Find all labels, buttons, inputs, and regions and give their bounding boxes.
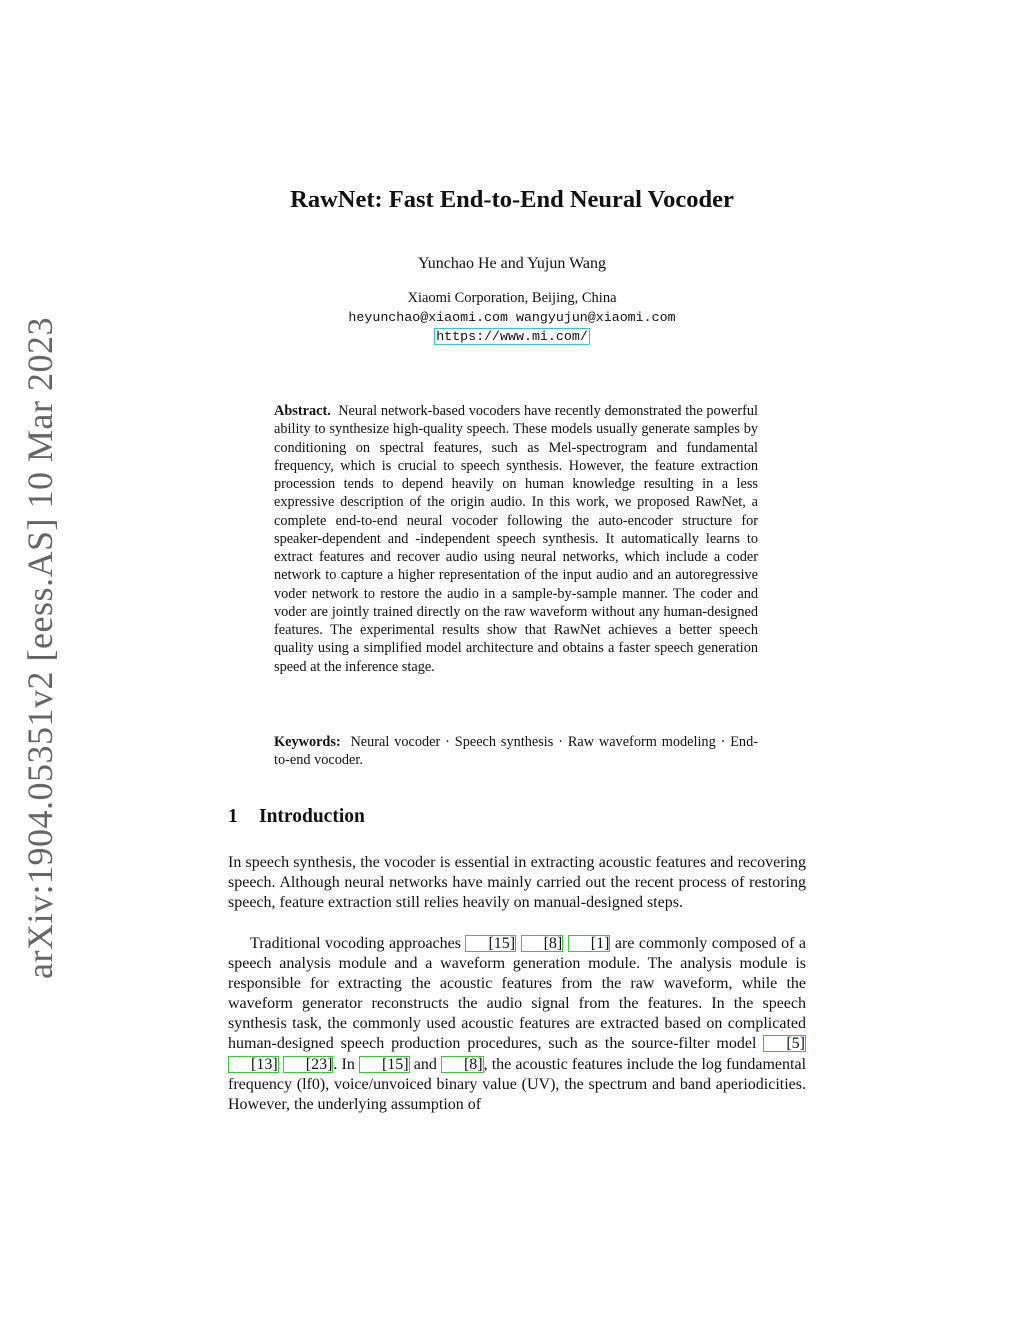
abstract [274,402,758,676]
abstract-label: Abstract. [274,403,331,419]
abstract-text: Neural network-based vocoders have recently demonstrated the powerful ability to synthesize high-quality speech. These models usually generate samples by conditioning on spectral features, such as Mel-spectrogram and fundamental frequency, which is crucial to speech synthesis. However, the feature extraction procession tends to depend heavily on human knowledge resulting in a less expressive description of the origin audio. In this work, we proposed RawNet, a complete end-to-end neural vocoder following the auto-encoder structure for speaker-dependent and -independent speech synthesis. It automatically learns to extract features and recover audio using neural networks, which include a coder network to capture a higher representation of the input audio and an autoregressive voder network to restore the audio in a sample-by-sample manner. The coder and voder are jointly trained directly on the raw waveform without any human-designed features. The experimental results show that RawNet achieves a better speech quality using a simplified model architecture and obtains a faster speech generation speed at the inference stage. [274,403,759,675]
arxiv-margin-stamp: arXiv:1904.05351v2 [eess.AS] 10 Mar 2023 [20,317,60,979]
citation-link[interactable]: [15] [465,935,516,952]
citation-link[interactable]: [8] [441,1056,484,1073]
text-run: , the acoustic features include the log fundamental frequency (lf0), voice/unvoiced binary value (UV), the spectrum and band aperiodicities. However, the underlying assumption of [228,1055,807,1113]
homepage-link[interactable]: https://www.mi.com/ [436,329,588,344]
text-run: . In [333,1055,359,1073]
section-heading [228,806,365,828]
affiliation: Xiaomi Corporation, Beijing, China [407,290,617,306]
paper-title: RawNet: Fast End-to-End Neural Vocoder [290,186,734,213]
citation-link[interactable]: [5] [763,1035,806,1052]
author-list: Yunchao He and Yujun Wang [417,255,606,272]
affiliation-block [0,289,1024,346]
citation-link[interactable]: [8] [521,935,564,952]
text-run: are commonly composed of a speech analysis module and a waveform generation module. The analysis module is responsible for extracting the acoustic features from the raw waveform, while the waveform generator reconstructs the audio signal from the features. In the speech synthesis task, the commonly used acoustic features are extracted based on complicated human-designed speech production procedures, such as the source-filter model [228,935,807,1053]
section-title: Introduction [259,806,365,827]
text-run: and [409,1055,441,1073]
section-number: 1 [228,806,238,827]
citation-link[interactable]: [23] [283,1056,334,1073]
citation-link[interactable]: [15] [359,1056,410,1073]
text-run: Traditional vocoding approaches [250,935,466,952]
keywords-label: Keywords: [274,734,341,750]
intro-paragraph-1: In speech synthesis, the vocoder is essential in extracting acoustic features and recovering speech. Although neural networks have mainly carried out the recent process of restoring speech, feature extraction still relies heavily on manual-designed steps. [228,854,806,912]
keywords-text: Neural vocoder · Speech synthesis · Raw waveform modeling · End-to-end vocoder. [274,734,758,769]
keywords [274,733,758,770]
citation-link[interactable]: [13] [228,1056,279,1073]
citation-link[interactable]: [1] [568,935,611,952]
intro-paragraph-2 [228,934,806,1115]
email-addresses: heyunchao@xiaomi.com wangyujun@xiaomi.com [348,310,676,325]
